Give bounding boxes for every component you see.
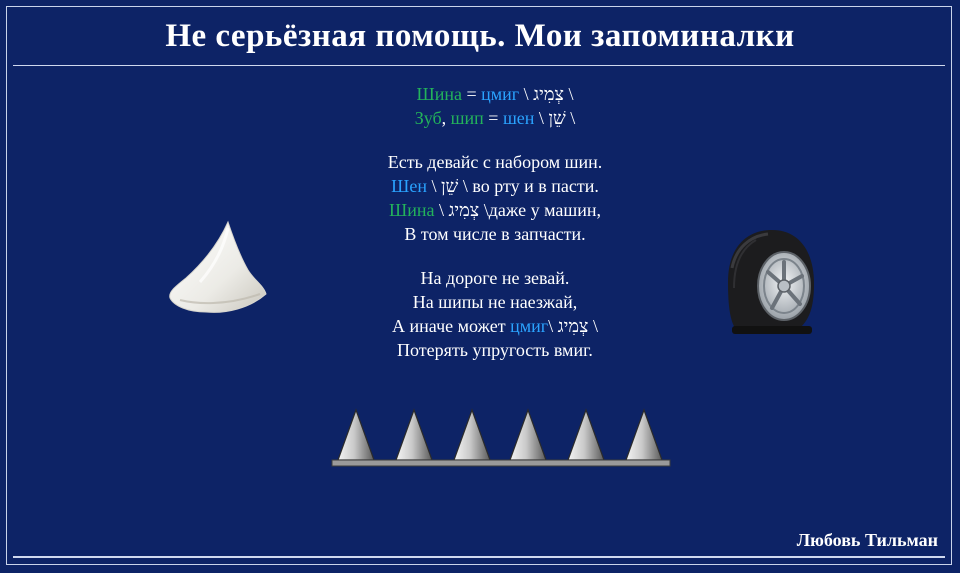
word-tsmig: цмиг [481, 84, 520, 104]
equals-sign: = [483, 108, 503, 128]
stanza2-line1: На дороге не зевай. [420, 268, 570, 288]
word-tsmig: цмиг [510, 316, 549, 336]
author-signature: Любовь Тильман [796, 530, 938, 550]
comma: , [441, 108, 451, 128]
poem [300, 82, 690, 362]
stanza2-line4: Потерять упругость вмиг. [397, 340, 593, 360]
word-zub: Зуб [414, 108, 442, 128]
hebrew-tsmig: \ צְמִיג \ [519, 84, 574, 104]
word-shen: Шен [391, 176, 427, 196]
stanza2-line3-start: А иначе может [392, 316, 511, 336]
stanza1-line2 [300, 174, 690, 198]
bottom-divider [13, 556, 945, 558]
stanza1-line2-rest: \ שֵׁן \ во рту и в пасти. [426, 176, 599, 196]
flat-tire-icon [722, 228, 818, 336]
spike-strip-icon [330, 408, 672, 468]
word-shina: Шина [389, 200, 435, 220]
hebrew-tsmig: \ צְמִיג \ [548, 316, 598, 336]
word-shen: шен [502, 108, 535, 128]
stanza2-line2: На шипы не наезжай, [412, 292, 578, 312]
stanza1-line4: В том числе в запчасти. [404, 224, 586, 244]
equals-sign: = [461, 84, 482, 104]
title-divider [13, 65, 945, 66]
hebrew-shen: \ שֵׁן \ [534, 108, 576, 128]
shark-tooth-icon [166, 220, 270, 316]
stanza2-line3 [300, 314, 690, 338]
stanza1-line3 [300, 198, 690, 222]
definition-line-2 [300, 106, 690, 130]
stanza1-line3-rest: \ צְמִיג \даже у машин, [434, 200, 601, 220]
definition-line-1 [300, 82, 690, 106]
word-shina: Шина [416, 84, 462, 104]
stanza1-line1: Есть девайс с набором шин. [387, 152, 603, 172]
page-title: Не серьёзная помощь. Мои запоминалки [165, 18, 795, 54]
word-ship: шип [450, 108, 484, 128]
